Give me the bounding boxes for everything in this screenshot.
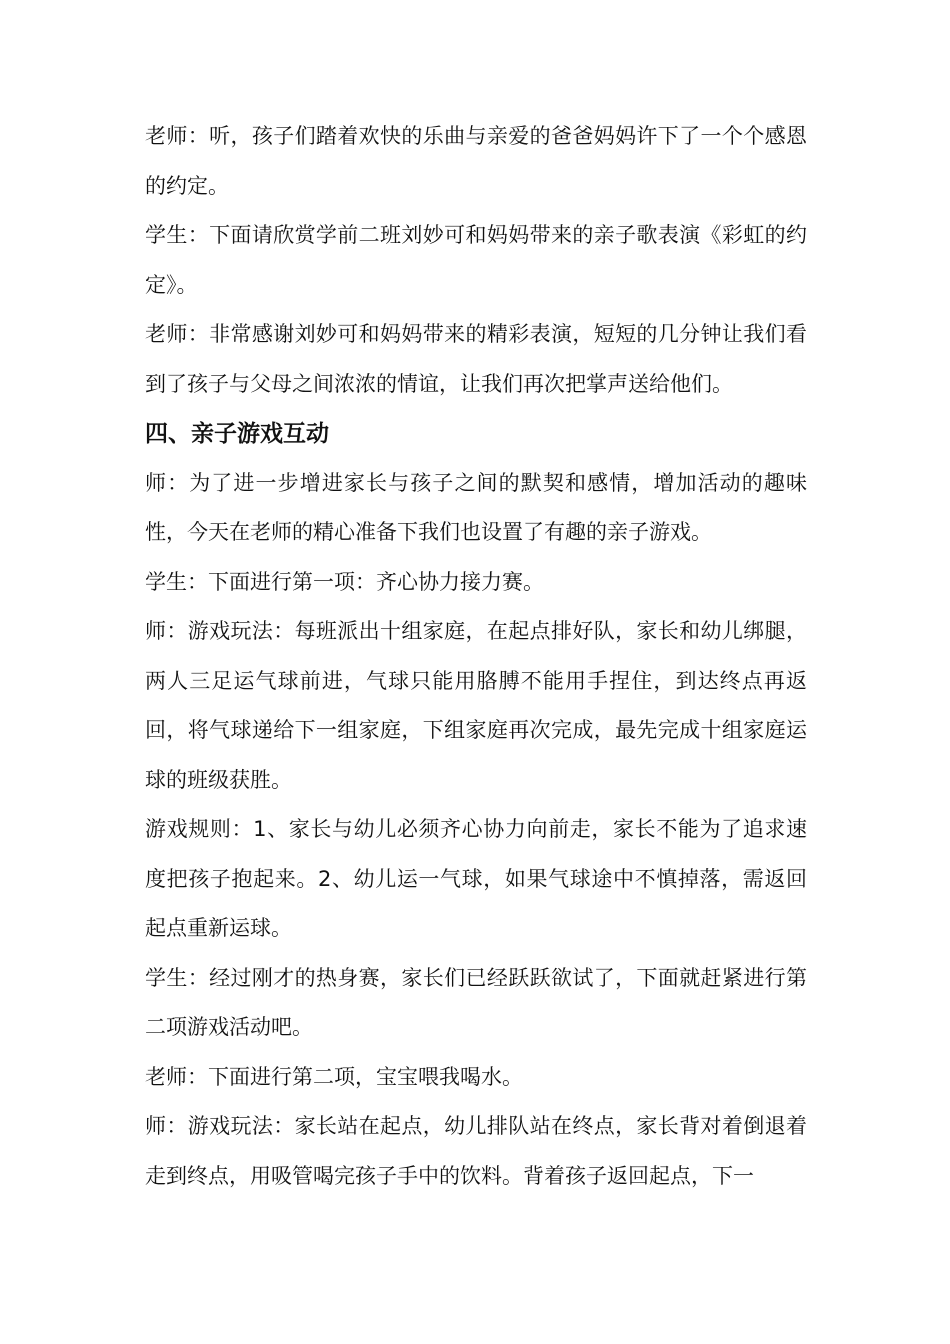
paragraph-first-game: 学生：下面进行第一项：齐心协力接力赛。 (145, 569, 544, 594)
document-body (145, 112, 807, 1201)
paragraph-teacher-thanks: 老师：非常感谢刘妙可和妈妈带来的精彩表演，短短的几分钟让我们看到了孩子与父母之间浓浓的情谊，让我们再次把掌声送给他们。 (145, 322, 807, 396)
paragraph-first-game-rules: 游戏规则：1、家长与幼儿必须齐心协力向前走，家长不能为了追求速度把孩子抱起来。2、幼儿运一气球，如果气球途中不慎掉落，需返回起点重新运球。 (145, 817, 807, 940)
paragraph-first-game-rules-play: 师：游戏玩法：每班派出十组家庭，在起点排好队，家长和幼儿绑腿，两人三足运气球前进，气球只能用胳膊不能用手捏住，到达终点再返回，将气球递给下一组家庭，下组家庭再次完成，最先完成十组家庭运球的班级获胜。 (145, 619, 807, 792)
paragraph-second-game-play: 师：游戏玩法：家长站在起点，幼儿排队站在终点，家长背对着倒退着走到终点，用吸管喝完孩子手中的饮料。背着孩子返回起点，下一 (145, 1114, 807, 1188)
paragraph-game-intro: 师：为了进一步增进家长与孩子之间的默契和感情，增加活动的趣味性，今天在老师的精心准备下我们也设置了有趣的亲子游戏。 (145, 470, 807, 544)
paragraph-teacher-listen: 老师：听，孩子们踏着欢快的乐曲与亲爱的爸爸妈妈许下了一个个感恩的约定。 (145, 124, 807, 198)
paragraph-second-game: 老师：下面进行第二项，宝宝喂我喝水。 (145, 1064, 523, 1089)
paragraph-student-transition: 学生：经过刚才的热身赛，家长们已经跃跃欲试了，下面就赶紧进行第二项游戏活动吧。 (145, 965, 807, 1039)
paragraph-student-performance: 学生：下面请欣赏学前二班刘妙可和妈妈带来的亲子歌表演《彩虹的约定》。 (145, 223, 807, 297)
section-heading: 四、亲子游戏互动 (145, 420, 329, 447)
